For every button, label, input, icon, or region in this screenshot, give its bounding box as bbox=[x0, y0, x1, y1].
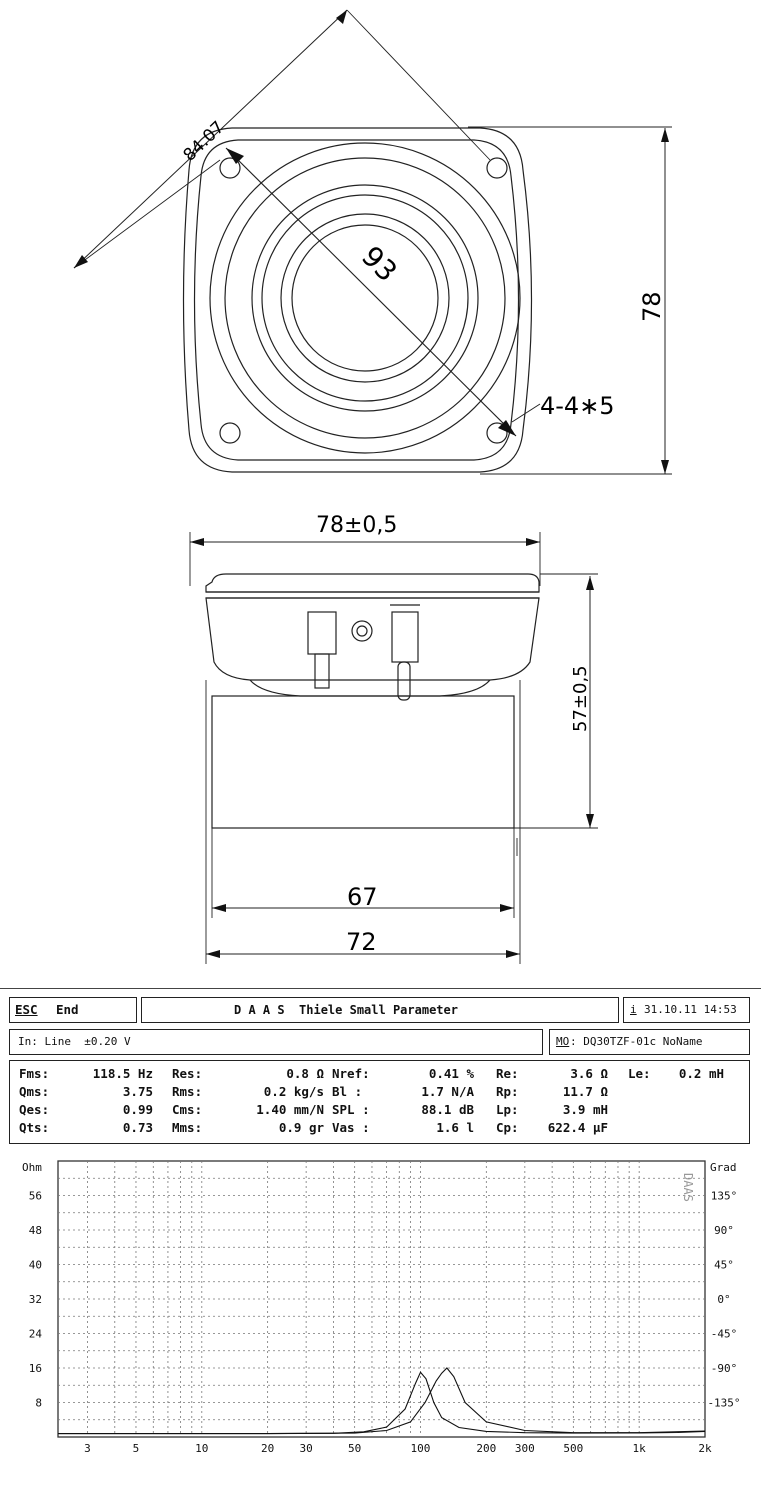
magnet-block bbox=[212, 696, 514, 828]
param-value-1-7: 11.7 Ω bbox=[562, 1084, 608, 1099]
input-level-label: In: Line ±0.20 V bbox=[18, 1035, 131, 1048]
param-name-0-2: Res: bbox=[172, 1066, 203, 1081]
flange-top bbox=[206, 574, 539, 592]
param-name-0-6: Re: bbox=[496, 1066, 519, 1081]
param-name-0-0: Fms: bbox=[19, 1066, 50, 1081]
program-title: D A A S Thiele Small Parameter bbox=[234, 1003, 458, 1017]
param-name-3-0: Qts: bbox=[19, 1120, 50, 1135]
param-name-3-2: Mms: bbox=[172, 1120, 203, 1135]
side-view-drawing bbox=[0, 500, 761, 980]
ring-5 bbox=[281, 214, 449, 382]
inner-width-dimension-label: 67 bbox=[347, 883, 378, 911]
y2-tick-4: -45° bbox=[710, 1327, 738, 1341]
param-value-3-7: 622.4 µF bbox=[547, 1120, 608, 1135]
y2-axis-label: Grad bbox=[710, 1161, 737, 1174]
esc-end-box[interactable] bbox=[9, 997, 137, 1023]
param-value-0-1: 118.5 Hz bbox=[92, 1066, 153, 1081]
param-value-0-9: 0.2 mH bbox=[678, 1066, 724, 1081]
mount-hole-bl bbox=[220, 423, 240, 443]
x-tick-3: 20 bbox=[261, 1442, 275, 1455]
x-tick-0: 3 bbox=[84, 1442, 91, 1455]
ring-2 bbox=[225, 158, 505, 438]
frame-outer bbox=[184, 128, 532, 472]
param-name-3-6: Cp: bbox=[496, 1120, 519, 1135]
y2-tick-2: 45° bbox=[714, 1258, 734, 1272]
y-tick-4: 40 bbox=[28, 1258, 42, 1272]
y-axis-label: Ohm bbox=[22, 1161, 42, 1174]
param-value-2-3: 1.40 mm/N bbox=[256, 1102, 324, 1117]
impedance-chart bbox=[0, 1149, 761, 1499]
model-prefix: MO bbox=[556, 1035, 570, 1048]
daas-measurement-panel bbox=[0, 988, 761, 1501]
x-tick-7: 200 bbox=[476, 1442, 497, 1455]
terminal-screw bbox=[352, 621, 372, 641]
param-name-2-6: Lp: bbox=[496, 1102, 519, 1117]
y2-tick-0: 135° bbox=[710, 1189, 738, 1203]
end-label[interactable]: End bbox=[56, 1002, 79, 1017]
x-tick-10: 1k bbox=[632, 1442, 646, 1455]
diagonal-dimension-label: 84.07 bbox=[179, 117, 229, 166]
param-name-3-4: Vas : bbox=[332, 1120, 370, 1135]
param-name-2-2: Cms: bbox=[172, 1102, 203, 1117]
ring-1 bbox=[210, 143, 520, 453]
plot-area bbox=[58, 1161, 705, 1437]
y2-tick-1: 90° bbox=[714, 1224, 734, 1237]
param-value-3-1: 0.73 bbox=[122, 1120, 153, 1135]
x-tick-1: 5 bbox=[132, 1442, 140, 1455]
param-value-2-1: 0.99 bbox=[122, 1102, 153, 1117]
param-name-1-6: Rp: bbox=[496, 1084, 519, 1099]
datetime-box bbox=[623, 997, 750, 1023]
y2-tick-6: -135° bbox=[707, 1396, 741, 1410]
x-tick-5: 50 bbox=[348, 1442, 362, 1455]
y-tick-1: 16 bbox=[28, 1362, 42, 1375]
param-value-3-3: 0.9 gr bbox=[278, 1120, 324, 1135]
param-name-0-4: Nref: bbox=[332, 1066, 370, 1081]
param-value-1-3: 0.2 kg/s bbox=[263, 1084, 324, 1099]
info-icon[interactable]: i bbox=[630, 1003, 637, 1016]
y-tick-6: 56 bbox=[28, 1189, 42, 1203]
daas-watermark: DAAS bbox=[681, 1173, 695, 1202]
x-tick-8: 300 bbox=[514, 1442, 535, 1455]
y-tick-3: 32 bbox=[28, 1293, 42, 1306]
param-name-0-8: Le: bbox=[628, 1066, 651, 1081]
basket-body bbox=[206, 598, 539, 680]
x-tick-2: 10 bbox=[195, 1442, 209, 1455]
param-value-2-7: 3.9 mH bbox=[562, 1102, 608, 1117]
param-name-1-2: Rms: bbox=[172, 1084, 203, 1099]
ring-3 bbox=[252, 185, 478, 411]
ring-4 bbox=[262, 195, 468, 401]
param-name-1-0: Qms: bbox=[19, 1084, 50, 1099]
param-value-1-5: 1.7 N/A bbox=[421, 1084, 474, 1099]
top-width-dimension-label: 78±0,5 bbox=[316, 513, 398, 538]
param-name-2-0: Qes: bbox=[19, 1102, 50, 1117]
datetime-stamp: 31.10.11 14:53 bbox=[644, 1003, 737, 1016]
input-box bbox=[9, 1029, 543, 1055]
ring-6 bbox=[292, 225, 438, 371]
y2-tick-5: -90° bbox=[710, 1362, 738, 1375]
y2-tick-3: 0° bbox=[717, 1293, 731, 1306]
diameter-dimension-label: 93 bbox=[355, 239, 404, 289]
front-view-drawing bbox=[0, 0, 761, 500]
parameter-table bbox=[9, 1060, 750, 1144]
param-value-0-3: 0.8 Ω bbox=[286, 1066, 324, 1081]
x-tick-4: 30 bbox=[299, 1442, 313, 1455]
param-name-1-4: Bl : bbox=[332, 1084, 363, 1099]
x-tick-9: 500 bbox=[563, 1442, 584, 1455]
param-value-0-5: 0.41 % bbox=[428, 1066, 474, 1081]
param-value-3-5: 1.6 l bbox=[436, 1120, 474, 1135]
x-tick-6: 100 bbox=[410, 1442, 431, 1455]
x-tick-11: 2k bbox=[698, 1442, 712, 1455]
mount-hole-tr bbox=[487, 158, 507, 178]
param-name-2-4: SPL : bbox=[332, 1102, 370, 1117]
y-tick-2: 24 bbox=[28, 1327, 42, 1341]
y-tick-0: 8 bbox=[35, 1396, 42, 1410]
y-tick-5: 48 bbox=[28, 1224, 42, 1237]
param-value-1-1: 3.75 bbox=[122, 1084, 153, 1099]
model-name: : DQ30TZF-01c NoName bbox=[570, 1035, 703, 1048]
model-box bbox=[549, 1029, 750, 1055]
param-value-0-7: 3.6 Ω bbox=[570, 1066, 608, 1081]
terminal-left bbox=[308, 612, 336, 654]
title-box bbox=[141, 997, 619, 1023]
depth-dimension-label: 57±0,5 bbox=[570, 665, 591, 732]
terminal-right bbox=[392, 612, 418, 662]
esc-key-label[interactable]: ESC bbox=[15, 1002, 38, 1017]
outer-width-dimension-label: 72 bbox=[346, 928, 377, 956]
param-value-2-5: 88.1 dB bbox=[421, 1102, 474, 1117]
holes-dimension-label: 4-4∗5 bbox=[540, 392, 615, 420]
height-dimension-label: 78 bbox=[638, 291, 666, 322]
